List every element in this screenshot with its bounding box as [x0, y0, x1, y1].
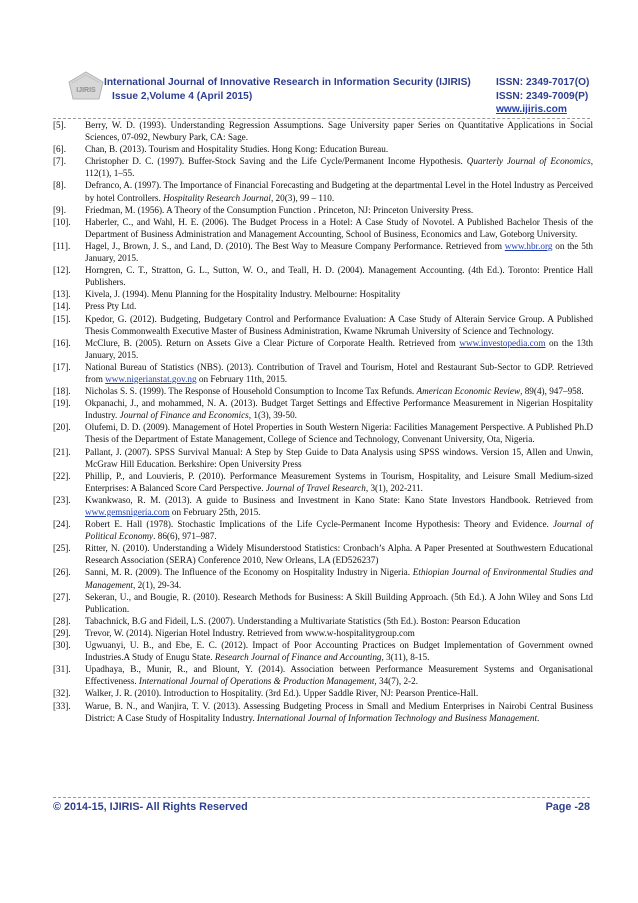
- reference-item: [53, 700, 593, 724]
- reference-source-title: Research Journal of Finance and Accounting: [214, 652, 382, 663]
- reference-number: [10].: [53, 216, 71, 227]
- reference-item: [53, 337, 593, 361]
- issue-info: Issue 2,Volume 4 (April 2015): [112, 91, 253, 102]
- reference-text: , 3(11), 8-15.: [381, 652, 430, 663]
- reference-number: [32].: [53, 688, 71, 699]
- reference-item: [53, 361, 593, 385]
- reference-number: [24].: [53, 519, 71, 530]
- reference-text: , 1(3), 39-50.: [248, 410, 297, 421]
- reference-number: [20].: [53, 422, 71, 433]
- reference-text: Olufemi, D. D. (2009). Management of Hotel Properties in South Western Nigeria: Facilities Management Perspective. A Published Ph.D Thesis of the Department of Estate Management, College of Science and Technology, Convenant University, Ota, Nigeria.: [85, 422, 593, 445]
- reference-item: [53, 421, 593, 445]
- reference-number: [8].: [53, 180, 67, 191]
- reference-text: , 34(7), 2-2.: [374, 676, 419, 687]
- reference-number: [15].: [53, 313, 71, 324]
- reference-text: on February 11th, 2015.: [196, 373, 288, 384]
- reference-text: Christopher D. C. (1997). Buffer-Stock Saving and the Life Cycle/Permanent Income Hypothesis.: [85, 156, 467, 167]
- reference-text: . 86(6), 971–987.: [153, 531, 217, 542]
- reference-text: Okpanachi, J., and mohammed, N. A. (2013). Budget Target Settings and Effective Performance Measurement in Nigerian Hospitality Industry.: [85, 398, 593, 421]
- reference-text: on the 13th January, 2015.: [85, 337, 593, 360]
- reference-text: Robert E. Hall (1978). Stochastic Implications of the Life Cycle-Permanent Income Hypothesis: Theory and Evidence.: [85, 519, 554, 530]
- reference-number: [22].: [53, 470, 71, 481]
- reference-text: Ritter, N. (2010). Understanding a Widely Misunderstood Statistics: Cronbach’s Alpha. A Paper Presented at Southwestern Educational Research Association (SERA) Conference 2010, New Orleans, LA (ED526237): [85, 543, 593, 566]
- reference-url-link[interactable]: www.nigerianstat.gov.ng: [105, 373, 197, 384]
- reference-number: [23].: [53, 494, 71, 505]
- reference-number: [18].: [53, 386, 71, 397]
- reference-source-title: Journal of Political Economy: [85, 519, 593, 542]
- reference-item: [53, 143, 593, 155]
- reference-item: [53, 119, 593, 143]
- reference-source-title: International Journal of Operations & Production Management: [138, 676, 375, 687]
- reference-text: Warue, B. N., and Wanjira, T. V. (2013). Assessing Budgeting Process in Small and Medium Enterprises in Nairobi Central Business District: A Case Study of Hospitality Industry.: [85, 700, 593, 723]
- svg-text:IJIRIS: IJIRIS: [76, 87, 96, 94]
- reference-number: [21].: [53, 446, 71, 457]
- reference-text: Kpedor, G. (2012). Budgeting, Budgetary Control and Performance Evaluation: A Case Study of Alterain Service Group. A Published Thesis Commonwealth Executive Master of Business Administration, Kwame Nkrumah University of Science and Technology.: [85, 313, 593, 336]
- reference-list: [53, 119, 593, 724]
- reference-url-link[interactable]: www.investopedia.com: [459, 337, 546, 348]
- reference-text: Press Pty Ltd.: [85, 301, 137, 312]
- reference-source-title: International Journal of Information Technology and Business Management: [256, 712, 538, 723]
- reference-number: [16].: [53, 337, 71, 348]
- reference-item: [53, 591, 593, 615]
- reference-number: [25].: [53, 543, 71, 554]
- reference-text: , 3(1), 202-211.: [365, 482, 423, 493]
- reference-text: on the 5th January, 2015.: [85, 240, 593, 264]
- reference-source-title: Ethiopian Journal of Environmental Studies and Management: [85, 567, 593, 590]
- reference-source-title: Quarterly Journal of Economics: [466, 156, 591, 167]
- journal-title: International Journal of Innovative Research in Information Security (IJIRIS): [104, 77, 471, 88]
- reference-text: Sanni, M. R. (2009). The Influence of the Economy on Hospitality Industry in Nigeria.: [85, 567, 413, 578]
- reference-number: [26].: [53, 567, 71, 578]
- reference-url-link[interactable]: www.gemsnigeria.com: [85, 507, 170, 517]
- reference-item: [53, 204, 593, 216]
- footer-divider: [53, 797, 590, 798]
- reference-text: Upadhaya, B., Munir, R., and Blount, Y. (2014). Association between Performance Measurement Systems and Organisational Effectiveness.: [85, 664, 593, 687]
- reference-source-title: Journal of Finance and Economics: [119, 410, 249, 421]
- reference-number: [27].: [53, 591, 71, 602]
- reference-item: [53, 663, 593, 687]
- reference-item: [53, 155, 593, 179]
- reference-item: [53, 264, 593, 288]
- reference-text: Berry, W. D. (1993). Understanding Regression Assumptions. Sage University paper Series on Quantitative Applications in Social Sciences, 07-092, Newbury Park, CA: Sage.: [85, 120, 593, 143]
- reference-number: [9].: [53, 204, 67, 215]
- reference-text: Kwankwaso, R. M. (2013). A guide to Business and Investment in Kano State: Kano State Investors Handbook. Retrieved from: [85, 494, 593, 505]
- reference-item: [53, 542, 593, 566]
- reference-item: [53, 240, 593, 264]
- reference-text: , 2(1), 29-34.: [132, 579, 182, 590]
- reference-item: [53, 566, 593, 590]
- reference-item: [53, 300, 593, 312]
- reference-number: [12].: [53, 265, 71, 276]
- copyright-notice: © 2014-15, IJIRIS- All Rights Reserved: [53, 801, 248, 813]
- reference-item: [53, 446, 593, 470]
- reference-text: National Bureau of Statistics (NBS). (2013). Contribution of Travel and Tourism, Hotel and Restaurant Sub-Sector to GDP. Retrieved from: [85, 361, 593, 384]
- reference-source-title: American Economic Review: [416, 386, 521, 397]
- reference-number: [7].: [53, 156, 67, 167]
- reference-number: [33].: [53, 700, 71, 711]
- reference-item: [53, 494, 593, 518]
- reference-text: Chan, B. (2013). Tourism and Hospitality Studies. Hong Kong: Education Bureau.: [85, 144, 389, 155]
- reference-item: [53, 313, 593, 337]
- reference-item: [53, 397, 593, 421]
- reference-item: [53, 615, 593, 627]
- journal-logo-icon: [66, 70, 106, 104]
- reference-text: , 89(4), 947–958.: [520, 386, 584, 397]
- reference-item: [53, 385, 593, 397]
- reference-text: Hagel, J., Brown, J. S., and Land, D. (2010). The Best Way to Measure Company Performance. Retrieved from: [85, 240, 505, 251]
- reference-number: [17].: [53, 361, 71, 372]
- journal-url-link[interactable]: www.ijiris.com: [496, 104, 567, 115]
- reference-number: [30].: [53, 640, 71, 651]
- reference-text: McClure, B. (2005). Return on Assets Give a Clear Picture of Corporate Health. Retrieved from: [85, 337, 460, 348]
- reference-text: Defranco, A. (1997). The Importance of Financial Forecasting and Budgeting at the departmental Level in the Hotel Industry as Perceived by hotel Controllers.: [85, 180, 593, 203]
- reference-item: [53, 627, 593, 639]
- reference-text: Horngren, C. T., Stratton, G. L., Sutton, W. O., and Teall, H. D. (2004). Management Accounting. (4th Ed.). Toronto: Prentice Hall Publishers.: [85, 265, 593, 288]
- reference-text: Haberler, C., and Wahl, H. E. (2006). The Budget Process in a Hotel: A Case Study of Novotel. A Published Bachelor Thesis of the Department of Business Administration and Management Accounting, School of Business, Economics and Law, Goteborg University.: [85, 216, 593, 239]
- reference-text: on February 25th, 2015.: [169, 507, 261, 517]
- reference-text: Nicholas S. S. (1999). The Response of Household Consumption to Income Tax Refunds.: [85, 386, 417, 397]
- reference-item: [53, 687, 593, 699]
- reference-text: Kivela, J. (1994). Menu Planning for the Hospitality Industry. Melbourne: Hospitality: [85, 289, 401, 300]
- reference-item: [53, 470, 593, 494]
- reference-item: [53, 518, 593, 542]
- reference-text: Phillip, P., and Louvieris, P. (2010). Performance Measurement Systems in Tourism, Hospitality, and Leisure Small Medium-sized Enterprises: A Balanced Score Card Perspective.: [85, 470, 593, 493]
- reference-item: [53, 288, 593, 300]
- reference-source-title: Hospitality Research Journal: [163, 192, 271, 203]
- reference-item: [53, 179, 593, 203]
- reference-url-link[interactable]: www.hbr.org: [504, 240, 553, 251]
- reference-item: [53, 639, 593, 663]
- reference-number: [31].: [53, 664, 71, 675]
- reference-number: [5].: [53, 120, 67, 130]
- reference-text: Ugwuanyi, U. B., and Ebe, E. C. (2012). Impact of Poor Accounting Practices on Budget Implementation of Government owned Industries.A Study of Enugu State.: [85, 640, 593, 663]
- reference-number: [6].: [53, 144, 67, 155]
- reference-number: [19].: [53, 398, 71, 409]
- issn-print: ISSN: 2349-7009(P): [496, 91, 589, 102]
- reference-text: Friedman, M. (1956). A Theory of the Consumption Function . Princeton, NJ: Princeton University Press.: [85, 204, 474, 215]
- reference-text: Trevor, W. (2014). Nigerian Hotel Industry. Retrieved from www.w-hospitalitygroup.com: [85, 627, 415, 638]
- reference-text: .: [537, 712, 540, 723]
- reference-number: [11].: [53, 240, 71, 251]
- reference-source-title: Journal of Travel Research: [265, 482, 366, 493]
- reference-number: [13].: [53, 289, 71, 300]
- page-number: Page -28: [545, 801, 590, 813]
- reference-number: [29].: [53, 627, 71, 638]
- reference-text: Pallant, J. (2007). SPSS Survival Manual: A Step by Step Guide to Data Analysis using SPSS windows. Version 15, Allen and Unwin, McGraw Hill Education. Berkshire: Open University Press: [85, 446, 593, 469]
- reference-number: [14].: [53, 301, 71, 312]
- reference-item: [53, 216, 593, 240]
- reference-text: Tabachnick, B.G and Fideil, L.S. (2007). Understanding a Multivariate Statistics (5th Ed.). Boston: Pearson Education: [85, 615, 521, 626]
- reference-number: [28].: [53, 615, 71, 626]
- reference-text: Sekeran, U., and Bougie, R. (2010). Research Methods for Business: A Skill Building Approach. (5th Ed.). A John Wiley and Sons Ltd Publication.: [85, 591, 593, 614]
- reference-text: Walker, J. R. (2010). Introduction to Hospitality. (3rd Ed.). Upper Saddle River, NJ: Pearson Prentice-Hall.: [85, 688, 479, 699]
- reference-text: , 20(3), 99 – 110.: [270, 192, 335, 203]
- reference-text: , 112(1), 1–55.: [85, 156, 593, 179]
- issn-online: ISSN: 2349-7017(O): [496, 77, 590, 88]
